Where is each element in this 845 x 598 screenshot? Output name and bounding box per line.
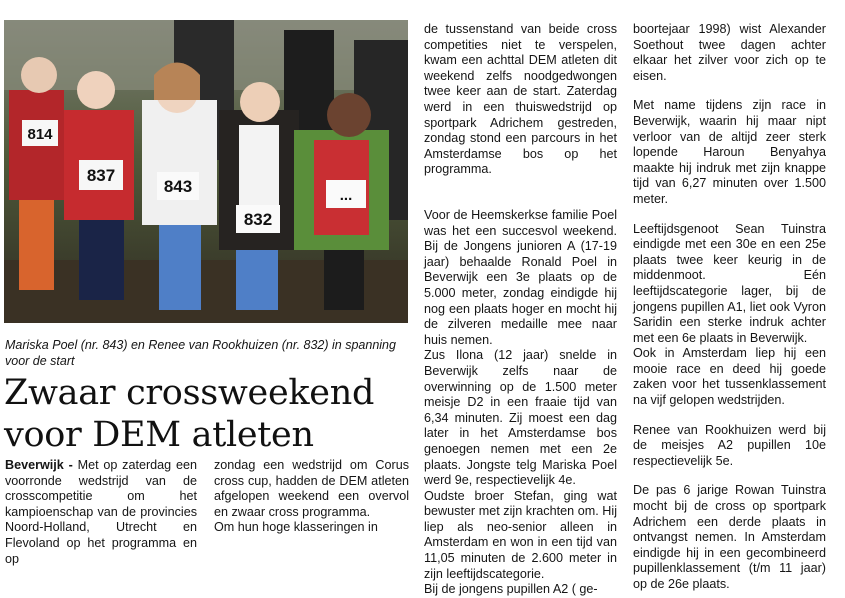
paragraph: Bij de jongens pupillen A2 ( ge- bbox=[424, 582, 598, 597]
column-3 bbox=[424, 22, 617, 598]
bib-837: 837 bbox=[86, 166, 116, 185]
paragraph: boortejaar 1998) wist Alexander Soethout twee dagen achter elkaar het zilver voor zich op te eisen. bbox=[633, 22, 826, 83]
paragraph: De pas 6 jarige Rowan Tuinstra mocht bij de cross op sportpark Adrichem een derde plaats in ontvangst nemen. In Amsterdam eindigde hij in een gecombineerd pupillenklassement (t/m 11 jaar) op de 26e plaats. bbox=[633, 483, 826, 591]
bib-832: 832 bbox=[243, 210, 273, 229]
paragraph-text: Met op zaterdag een voorronde wedstrijd van de crosscompetitie om het kampioenschap van de provincies Noord-Holland, Utrecht en Flevoland op het programma en op bbox=[5, 458, 197, 566]
article-photo bbox=[4, 20, 408, 323]
paragraph: Ook in Amsterdam liep hij een mooie race en deed hij goede zaken voor het tussenklassement na vijf gelopen wedstrijden. bbox=[633, 346, 826, 408]
article-headline: Zwaar crossweekend voor DEM atleten bbox=[4, 373, 375, 455]
column-2 bbox=[214, 458, 409, 536]
paragraph: Renee van Rookhuizen werd bij de meisjes A2 pupillen 10e respectievelijk 5e. bbox=[633, 422, 826, 468]
bib-partial: ... bbox=[339, 187, 353, 204]
bib-814: 814 bbox=[27, 126, 53, 143]
paragraph: Oudste broer Stefan, ging wat bewuster met zijn krachten om. Hij liep als neo-senior alleen in Amsterdam en won in een tijd van 11,05 minuten de 2.600 meter in zijn leeftijdscategorie. bbox=[424, 488, 617, 581]
photo-caption: Mariska Poel (nr. 843) en Renee van Rookhuizen (nr. 832) in spanning voor de start bbox=[5, 338, 396, 368]
photo-icon bbox=[4, 20, 408, 323]
dateline: Beverwijk - bbox=[5, 458, 73, 472]
paragraph bbox=[5, 458, 197, 567]
column-1 bbox=[5, 458, 197, 567]
paragraph: Om hun hoge klasseringen in bbox=[214, 520, 378, 535]
column-4 bbox=[633, 22, 826, 593]
paragraph: Leeftijdsgenoot Sean Tuinstra eindigde met een 30e en een 25e plaats twee keer keurig in de middenmoot. Eén leeftijdscategorie lager, bij de jongens pupillen A1, liet ook Vyron Saridin een sterke indruk achter met een 6e plaats in Beverwijk. bbox=[633, 221, 826, 345]
bib-843: 843 bbox=[163, 177, 193, 196]
paragraph: Met name tijdens zijn race in Beverwijk, waarin hij maar nipt verloor van de altijd zeer sterk lopende Haroun Benyahya maakte hij indruk met zijn knappe tijd van 6,27 minuten over 1.500 meter. bbox=[633, 98, 826, 206]
paragraph: Voor de Heemskerkse familie Poel was het een succesvol weekend. Bij de Jongens junioren A (17-19 jaar) behaalde Ronald Poel in Beverwijk een 3e plaats op de 5.000 meter, zondag eindigde hij nog een plaats hoger en mocht hij de zilveren medaille mee naar huis nemen. bbox=[424, 208, 617, 347]
paragraph: Zus Ilona (12 jaar) snelde in Beverwijk zelfs naar de overwinning op de 1.500 meter meisje D2 in een fraaie tijd van 6,34 minuten. Zij moest een dag later in het Amsterdamse bos genoegen nemen met een 2e plaats. Jongste telg Mariska Poel werd 9e, respectievelijk 4e. bbox=[424, 348, 617, 488]
paragraph: zondag een wedstrijd om Corus cross cup, hadden de DEM atleten afgelopen weekend een overvol en zwaar cross programma. bbox=[214, 458, 409, 519]
paragraph: de tussenstand van beide cross competities niet te verspelen, kwam een achttal DEM atleten dit weekend zelfs noodgedwongen twee keer aan de start. Zaterdag werd in een thuiswedstrijd op sportpark Adrichem gestreden, zondag stond een parcours in het Amsterdamse bos op het programma. bbox=[424, 22, 617, 177]
